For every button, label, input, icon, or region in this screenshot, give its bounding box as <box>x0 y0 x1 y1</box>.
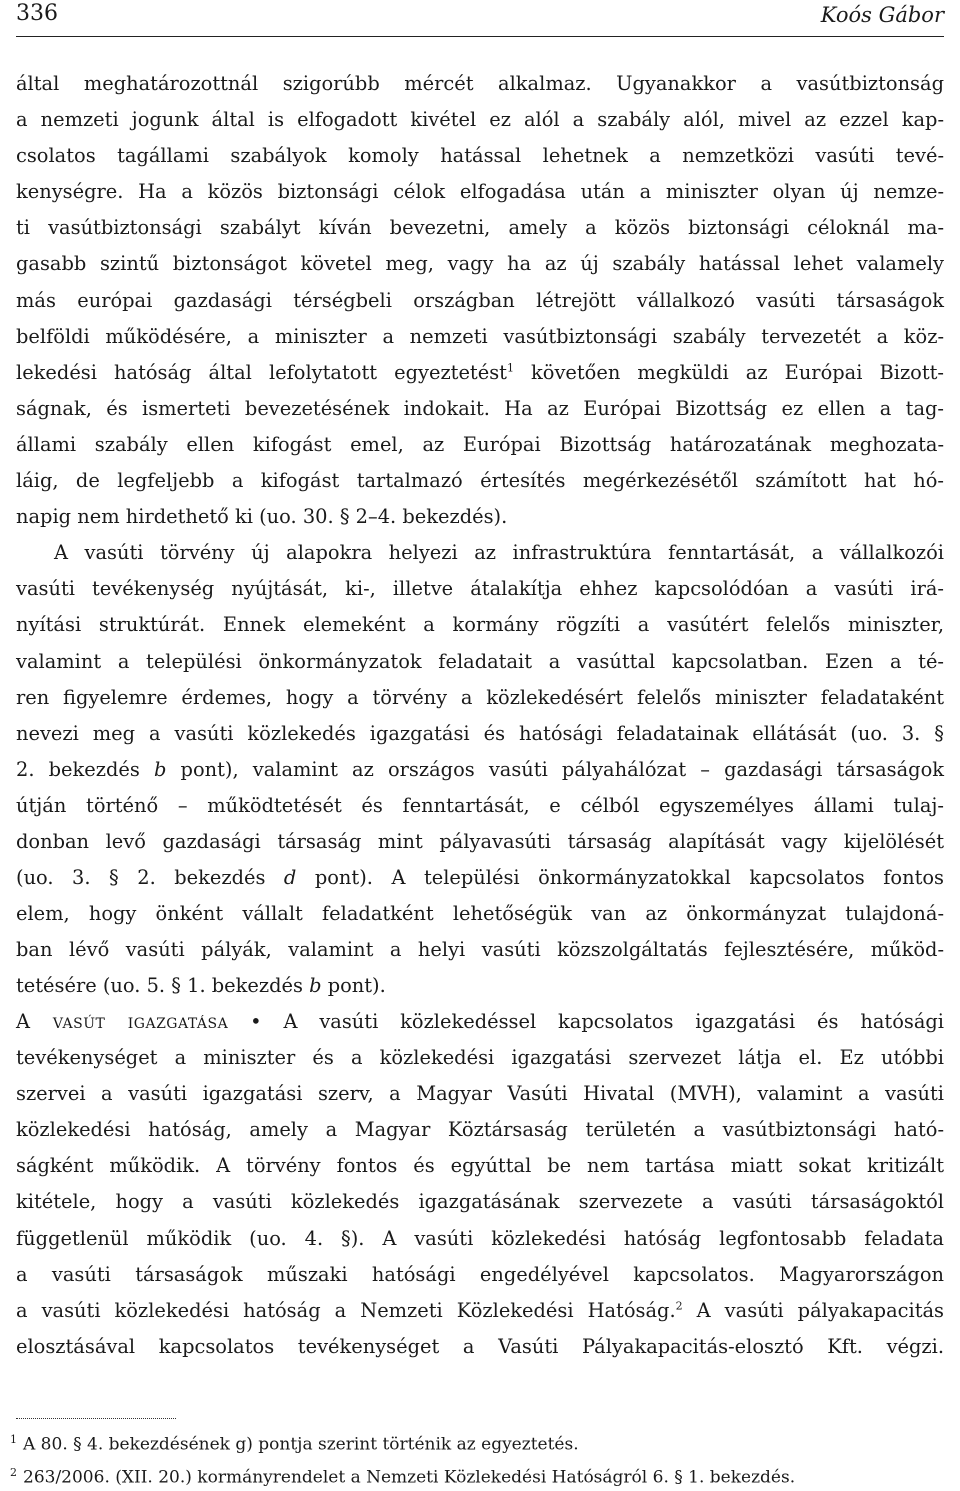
text-segment: (uo. 3. § 2. bekezdés <box>16 866 284 890</box>
text-line: láig, de legfeljebb a kifogást tartalmazó értesítés megérkezésétől számított hat hó- <box>16 469 944 493</box>
footnote-2 <box>10 1459 940 1491</box>
text-line: ban lévő vasúti pályák, valamint a helyi vasúti közszolgáltatás fejlesztésére, működ- <box>16 938 944 962</box>
text-line: szervei a vasúti igazgatási szerv, a Magyar Vasúti Hivatal (MVH), valamint a vasúti <box>16 1082 944 1106</box>
paragraph-2 <box>16 535 944 1004</box>
text-segment: a vasúti közlekedési hatóság a Nemzeti Közlekedési Hatóság. <box>16 1298 676 1322</box>
running-head-author: Koós Gábor <box>820 3 944 27</box>
text-line: ságnak, és ismerteti bevezetésének indokait. Ha az Európai Bizottság ez ellen a tag- <box>16 396 944 420</box>
footnote-text: A 80. § 4. bekezdésének g) pontja szerint történik az egyeztetés. <box>23 1434 579 1455</box>
text-line <box>16 860 944 896</box>
footnote-number: 1 <box>10 1433 17 1446</box>
text-segment: pont). A települési önkormányzatokkal kapcsolatos fontos <box>296 866 945 890</box>
paragraph-1 <box>16 66 944 535</box>
text-line: elosztásával kapcsolatos tevékenységet a Vasúti Pályakapacitás-elosztó Kft. végzi. <box>16 1334 944 1358</box>
section-body-text <box>16 1004 944 1365</box>
italic-letter: d <box>283 866 297 890</box>
body-text <box>16 66 944 1004</box>
text-line: állami szabály ellen kifogást emel, az Európai Bizottság határozatának meghozata- <box>16 432 944 456</box>
italic-letter: b <box>153 757 167 781</box>
text-line: közlekedési hatóság, amely a Magyar Köztársaság területén a vasútbiztonsági ható- <box>16 1118 944 1142</box>
text-line: gasabb szintű biztonságot követel meg, vagy ha az új szabály hatással lehet valamely <box>16 252 944 276</box>
text-line: kenységre. Ha a közös biztonsági célok elfogadása után a miniszter olyan új nemze- <box>16 180 944 204</box>
footnote-1 <box>10 1426 940 1459</box>
text-line: a vasúti társaságok műszaki hatósági engedélyével kapcsolatos. Magyarországon <box>16 1262 944 1286</box>
text-line <box>16 752 944 788</box>
footnote-ref-1: 1 <box>506 361 514 375</box>
text-line: elem, hogy önként vállalt feladatként lehetőségük van az önkormányzat tulajdoná- <box>16 902 944 926</box>
text-line: más európai gazdasági térségbeli országban létrejött vállalkozó vasúti társaságok <box>16 288 944 312</box>
text-segment: követően megküldi az Európai Bizott- <box>513 360 944 384</box>
paragraph-3 <box>16 1004 944 1365</box>
text-line: ságként működik. A törvény fontos és egyúttal be nem tartása miatt sokat kritizált <box>16 1154 944 1178</box>
text-line: ti vasútbiztonsági szabályt kíván bevezetni, amely a közös biztonsági céloknál ma- <box>16 216 944 240</box>
text-segment: 2. bekezdés <box>16 757 154 781</box>
text-line: kitétele, hogy a vasúti közlekedés igazgatásának szervezete a vasúti társaságoktól <box>16 1190 944 1214</box>
bullet-separator: • <box>250 1010 262 1033</box>
text-line: valamint a települési önkormányzatok feladatait a vasúttal kapcsolatban. Ezen a té- <box>16 649 944 673</box>
text-line: a nemzeti jogunk által is elfogadott kivétel ez alól a szabály alól, mivel az ezzel kap- <box>16 108 944 132</box>
text-line: ren figyelemre érdemes, hogy a törvény a közlekedésért felelős miniszter feladataként <box>16 685 944 709</box>
text-line <box>16 1004 944 1040</box>
text-segment: pont), valamint az országos vasúti pályahálózat – gazdasági társaságok <box>166 757 944 781</box>
section-heading: A vasút igazgatása <box>16 1010 229 1033</box>
text-line <box>16 355 944 391</box>
text-line: függetlenül működik (uo. 4. §). A vasúti közlekedési hatóság legfontosabb feladata <box>16 1226 944 1250</box>
text-line: vasúti tevékenység nyújtását, ki-, illetve átalakítja ehhez kapcsolódóan a vasúti irá- <box>16 577 944 601</box>
text-line: tevékenységet a miniszter és a közlekedési igazgatási szervezet látja el. Ez utóbbi <box>16 1046 944 1070</box>
footnote-text: 263/2006. (XII. 20.) kormányrendelet a Nemzeti Közlekedési Hatóságról 6. § 1. bekezdés. <box>23 1467 796 1488</box>
footnote-separator <box>16 1418 176 1419</box>
text-line: donban levő gazdasági társaság mint pályavasúti társaság alapítását vagy kijelölését <box>16 829 944 853</box>
text-line: belföldi működésére, a miniszter a nemzeti vasútbiztonsági szabály tervezetét a köz- <box>16 324 944 348</box>
footnote-number: 2 <box>10 1465 17 1479</box>
text-line: útján történő – működtetését és fenntartását, e célból egyszemélyes állami tulaj- <box>16 793 944 817</box>
text-line: A vasúti törvény új alapokra helyezi az infrastruktúra fenntartását, a vállalkozói <box>54 541 944 565</box>
text-segment: A vasúti pályakapacitás <box>682 1298 944 1322</box>
footnotes <box>10 1426 940 1491</box>
text-line: csolatos tagállami szabályok komoly hatással lehetnek a nemzetközi vasúti tevé- <box>16 144 944 168</box>
text-line: nevezi meg a vasúti közlekedés igazgatási és hatósági feladatainak ellátását (uo. 3. § <box>16 721 944 745</box>
text-line: nyítási struktúrát. Ennek elemeként a kormány rögzíti a vasútért felelős miniszter, <box>16 613 944 637</box>
page-number: 336 <box>16 1 58 26</box>
text-line <box>16 1293 944 1329</box>
page-header <box>16 0 944 37</box>
text-segment: A vasúti közlekedéssel kapcsolatos igazgatási és hatósági <box>261 1010 945 1033</box>
text-line <box>16 968 944 1004</box>
footnote-ref-2: 2 <box>675 1299 683 1313</box>
text-segment: lekedési hatóság által lefolytatott egyeztetést <box>16 360 507 384</box>
text-segment: tetésére (uo. 5. § 1. bekezdés <box>16 974 310 998</box>
text-segment: pont). <box>321 974 386 998</box>
text-line: által meghatározottnál szigorúbb mércét alkalmaz. Ugyanakkor a vasútbiztonság <box>16 72 944 95</box>
text-line: napig nem hirdethető ki (uo. 30. § 2–4. bekezdés). <box>16 505 508 529</box>
italic-letter: b <box>309 974 322 998</box>
